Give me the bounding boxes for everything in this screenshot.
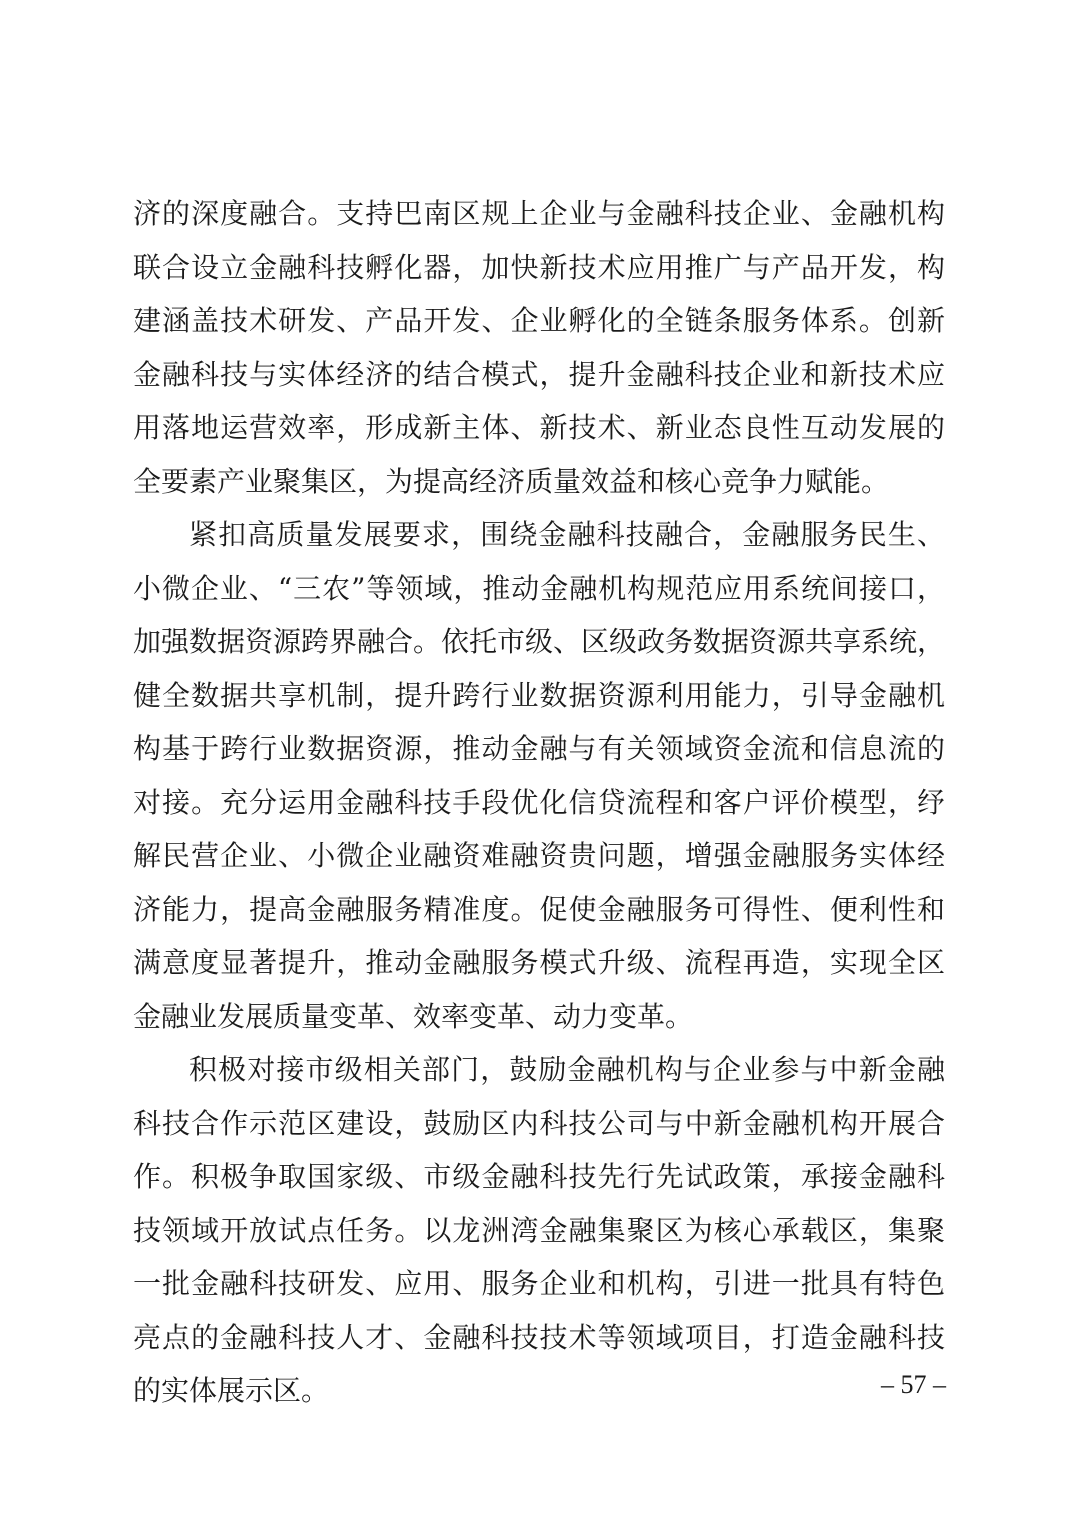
text-line: 金融科技与实体经济的结合模式，提升金融科技企业和新技术应 — [133, 357, 945, 391]
text-line: 联合设立金融科技孵化器，加快新技术应用推广与产品开发，构 — [133, 250, 945, 284]
text-line: 用落地运营效率，形成新主体、新技术、新业态良性互动发展的 — [133, 411, 945, 444]
text-line: 解民营企业、小微企业融资难融资贵问题，增强金融服务实体经 — [133, 839, 945, 872]
text-line: 济能力，提高金融服务精准度。促使金融服务可得性、便利性和 — [133, 892, 945, 926]
text-line: 的实体展示区。 — [133, 1374, 330, 1407]
text-line: 小微企业、“三农”等领域，推动金融机构规范应用系统间接口， — [133, 571, 945, 605]
text-line: 技领域开放试点任务。以龙洲湾金融集聚区为核心承载区，集聚 — [133, 1213, 945, 1247]
text-line: 紧扣高质量发展要求，围绕金融科技融合，金融服务民生、 — [189, 518, 945, 551]
text-line: 构基于跨行业数据资源，推动金融与有关领域资金流和信息流的 — [133, 732, 945, 765]
text-line: 建涵盖技术研发、产品开发、企业孵化的全链条服务体系。创新 — [133, 304, 945, 337]
text-line: 加强数据资源跨界融合。依托市级、区级政务数据资源共享系统， — [133, 625, 946, 658]
text-line: 全要素产业聚集区，为提高经济质量效益和核心竞争力赋能。 — [133, 464, 890, 498]
text-line: 健全数据共享机制，提升跨行业数据资源利用能力，引导金融机 — [133, 678, 945, 712]
text-line: 积极对接市级相关部门，鼓励金融机构与企业参与中新金融 — [189, 1053, 945, 1086]
text-line: 金融业发展质量变革、效率变革、动力变革。 — [133, 999, 694, 1033]
text-line: 济的深度融合。支持巴南区规上企业与金融科技企业、金融机构 — [133, 197, 945, 230]
body-text — [133, 187, 945, 1418]
text-line: 对接。充分运用金融科技手段优化信贷流程和客户评价模型，纾 — [133, 785, 945, 819]
text-line: 作。积极争取国家级、市级金融科技先行先试政策，承接金融科 — [133, 1160, 945, 1193]
text-line: 亮点的金融科技人才、金融科技技术等领域项目，打造金融科技 — [133, 1320, 945, 1354]
text-line: 科技合作示范区建设，鼓励区内科技公司与中新金融机构开展合 — [133, 1106, 945, 1140]
page-number: – 57 – — [881, 1370, 946, 1399]
text-line: 一批金融科技研发、应用、服务企业和机构，引进一批具有特色 — [133, 1267, 945, 1300]
text-line: 满意度显著提升，推动金融服务模式升级、流程再造，实现全区 — [133, 946, 945, 979]
